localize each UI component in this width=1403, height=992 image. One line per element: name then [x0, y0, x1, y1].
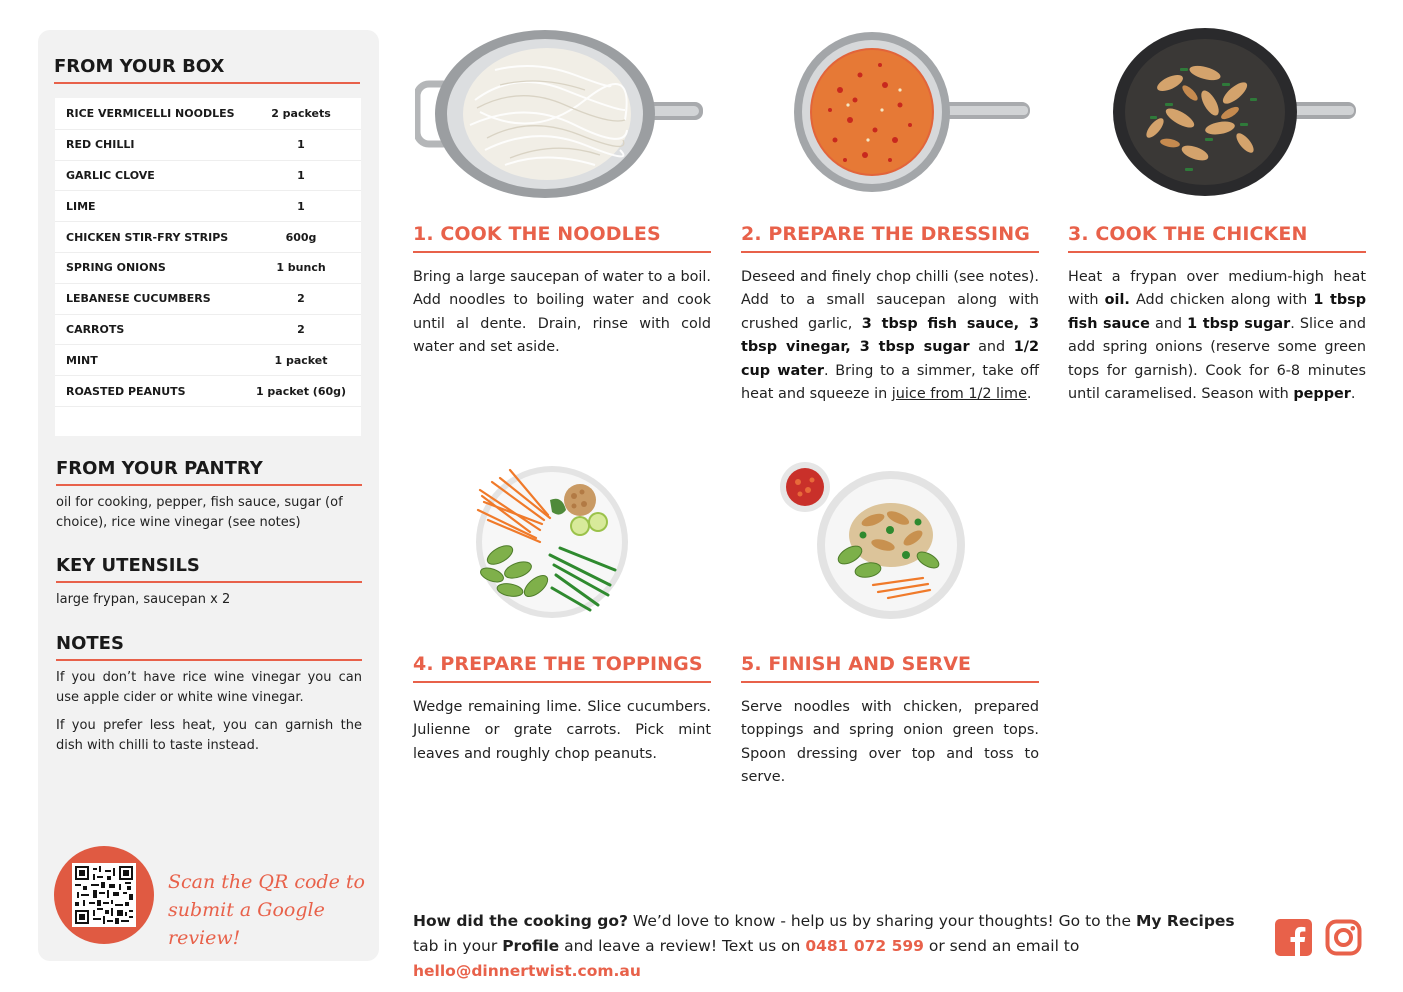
sidebar	[38, 30, 379, 961]
step-3-photo	[1110, 28, 1360, 200]
step-1-body	[413, 266, 711, 360]
text-segment: Add chicken along with	[1129, 292, 1314, 309]
text-segment: and	[1149, 315, 1188, 332]
bold-text: oil.	[1104, 292, 1130, 309]
step-2-title: 2. PREPARE THE DRESSING	[741, 223, 1039, 253]
text-segment: . Slice and add spring onions (reserve some green tops for garnish). Cook for 6-8 minutes until caramelised. Season with	[1068, 315, 1366, 403]
qr-caption: Scan the QR code to submit a Google review!	[168, 871, 365, 949]
step-5-photo	[778, 460, 968, 620]
ingredient-row	[55, 315, 361, 346]
text-segment: We’d love to know - help us by sharing your thoughts! Go to the	[627, 912, 1136, 930]
ingredient-name: ROASTED PEANUTS	[66, 384, 186, 398]
ingredient-row	[55, 130, 361, 161]
facebook-icon[interactable]	[1275, 919, 1312, 956]
utensils-text: large frypan, saucepan x 2	[56, 592, 231, 607]
step-4-photo	[470, 460, 635, 620]
ingredient-qty: 1	[297, 138, 305, 152]
ingredient-name: LEBANESE CUCUMBERS	[66, 292, 211, 306]
step-5-body	[741, 696, 1039, 790]
ingredient-row	[55, 253, 361, 284]
text-segment: Heat a frypan over medium-high heat with	[1068, 269, 1366, 309]
ingredient-row	[55, 99, 361, 130]
step-4-title: 4. PREPARE THE TOPPINGS	[413, 653, 711, 683]
underlined-text: juice from 1/2 lime	[891, 386, 1027, 403]
note-item: If you prefer less heat, you can garnish the dish with chilli to taste instead.	[56, 718, 362, 753]
text-segment: .	[1350, 386, 1356, 403]
text-segment: . Bring to a simmer, take off heat and squeeze in	[741, 362, 1040, 403]
qr-code-badge[interactable]	[54, 846, 154, 944]
step-3-title: 3. COOK THE CHICKEN	[1068, 223, 1366, 253]
ingredient-name: CHICKEN STIR-FRY STRIPS	[66, 230, 229, 244]
text-segment: .	[1026, 386, 1032, 403]
bold-text: Profile	[502, 937, 560, 955]
text-segment: tab in your	[413, 937, 503, 955]
text-segment: and	[969, 339, 1014, 356]
step-2-photo	[790, 30, 1035, 200]
step-2-body	[741, 266, 1039, 406]
text-segment: Serve noodles with chicken, prepared toppings and spring onion green tops. Spoon dressing over top and toss to serve.	[741, 699, 1039, 786]
ingredient-name: RED CHILLI	[66, 138, 135, 152]
notes-list	[56, 668, 362, 764]
ingredient-row	[55, 345, 361, 376]
note-item: If you don’t have rice wine vinegar you can use apple cider or white wine vinegar.	[56, 670, 362, 705]
qr-code-icon[interactable]	[72, 863, 136, 927]
ingredient-qty: 2 packets	[271, 107, 331, 121]
bold-text: 3 tbsp fish sauce, 3 tbsp vinegar, 3 tbsp sugar	[741, 315, 1039, 356]
ingredient-row	[55, 284, 361, 315]
review-prompt	[413, 909, 1263, 984]
ingredient-qty: 2	[297, 322, 305, 336]
step-1-photo	[415, 30, 705, 200]
ingredient-name: CARROTS	[66, 322, 125, 336]
ingredient-name: SPRING ONIONS	[66, 261, 166, 275]
text-segment: or send an email to	[923, 937, 1080, 955]
contact-link[interactable]: 0481 072 599	[805, 937, 924, 955]
step-1-title: 1. COOK THE NOODLES	[413, 223, 711, 253]
ingredient-row	[55, 191, 361, 222]
ingredient-qty: 1	[297, 168, 305, 182]
bold-text: How did the cooking go?	[413, 912, 628, 930]
ingredient-qty: 600g	[285, 230, 317, 244]
ingredient-qty: 2	[297, 292, 305, 306]
bold-text: 1 tbsp sugar	[1187, 315, 1291, 332]
text-segment: Deseed and finely chop chilli (see notes). Add to a small saucepan along with crushed garlic,	[741, 269, 1039, 332]
ingredient-name: LIME	[66, 199, 96, 213]
ingredient-qty: 1	[297, 199, 305, 213]
ingredient-name: MINT	[66, 353, 98, 367]
text-segment: and leave a review! Text us on	[559, 937, 806, 955]
ingredient-row	[55, 161, 361, 192]
ingredient-name: GARLIC CLOVE	[66, 168, 155, 182]
ingredient-qty: 1 packet (60g)	[255, 384, 347, 398]
ingredient-row	[55, 222, 361, 253]
bold-text: 1 tbsp fish sauce	[1068, 292, 1366, 332]
step-3-body	[1068, 266, 1366, 406]
key-utensils-title: KEY UTENSILS	[56, 555, 362, 583]
from-your-pantry-title: FROM YOUR PANTRY	[56, 458, 362, 486]
bold-text: pepper	[1293, 386, 1351, 403]
pantry-text: oil for cooking, pepper, fish sauce, sugar (of choice), rice wine vinegar (see notes)	[56, 495, 343, 530]
instagram-icon[interactable]	[1325, 919, 1362, 956]
text-segment: Bring a large saucepan of water to a boil. Add noodles to boiling water and cook until al dente. Drain, rinse with cold water and set aside.	[413, 269, 711, 356]
bold-text: My Recipes	[1135, 912, 1235, 930]
text-segment: Wedge remaining lime. Slice cucumbers. Julienne or grate carrots. Pick mint leaves and roughly chop peanuts.	[413, 699, 711, 762]
ingredient-qty: 1 bunch	[276, 261, 326, 275]
notes-title: NOTES	[56, 633, 362, 661]
ingredient-name: RICE VERMICELLI NOODLES	[66, 107, 235, 121]
from-your-box-title: FROM YOUR BOX	[54, 56, 360, 84]
step-4-body	[413, 696, 711, 766]
ingredients-table	[55, 98, 361, 436]
step-5-title: 5. FINISH AND SERVE	[741, 653, 1039, 683]
ingredient-qty: 1 packet	[274, 353, 328, 367]
ingredient-row	[55, 376, 361, 407]
bold-text: 1/2 cup water	[741, 339, 1039, 379]
contact-link[interactable]: hello@dinnertwist.com.au	[413, 962, 641, 980]
